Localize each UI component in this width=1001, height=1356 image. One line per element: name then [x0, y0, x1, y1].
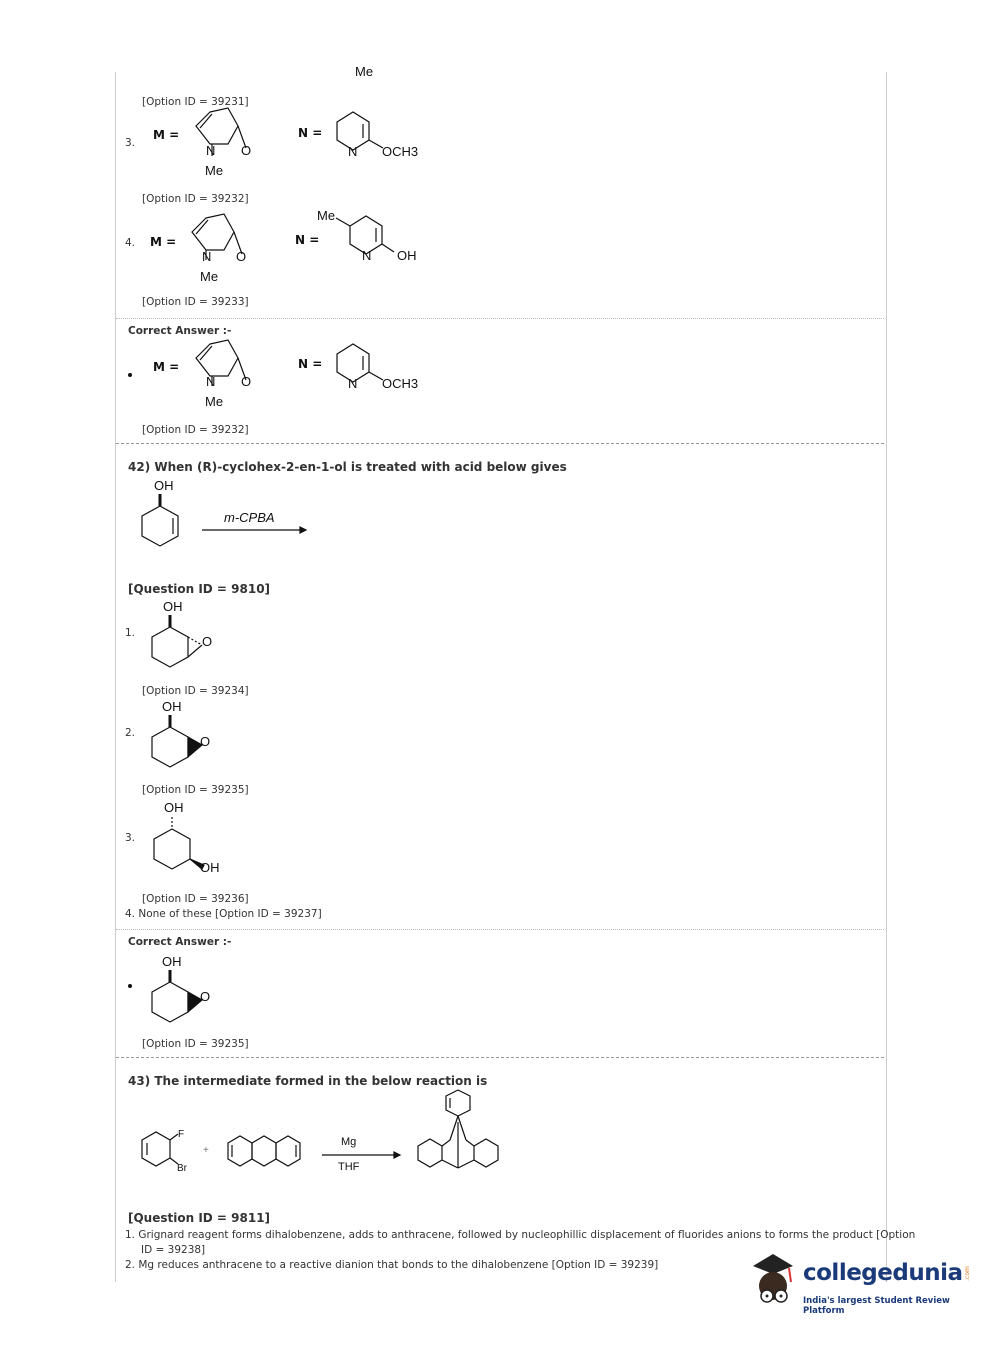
option-id: [Option ID = 39235]: [142, 1038, 249, 1050]
atom-o: O: [241, 374, 252, 389]
methoxypyridine-structure: [333, 340, 423, 400]
option-number: 2.: [125, 727, 136, 739]
option-id: [Option ID = 39236]: [142, 893, 249, 905]
option-text: 1. Grignard reagent forms dihalobenzene, adds to anthracene, followed by nucleophillic displacement of fluorides anions to forms the product [Option: [125, 1229, 916, 1241]
atom-oh: OH: [163, 599, 183, 614]
reagent-bottom: THF: [338, 1161, 360, 1173]
atom-och3: OCH3: [382, 376, 419, 391]
atom-o: O: [236, 249, 247, 264]
divider: [116, 318, 884, 319]
cyclohexenol-structure: [140, 492, 190, 552]
option-text: 4. None of these [Option ID = 39237]: [125, 908, 322, 920]
option-number: 4.: [125, 237, 136, 249]
logo-name: collegedunia: [803, 1260, 963, 1286]
atom-n: N: [206, 143, 216, 158]
anthracene-structure: [226, 1134, 316, 1170]
m-label: M =: [150, 235, 177, 249]
atom-oh: OH: [154, 478, 174, 493]
option-text: ID = 39238]: [141, 1244, 206, 1256]
correct-answer-label: Correct Answer :-: [128, 325, 232, 337]
m-label: M =: [153, 360, 180, 374]
plus-sign: +: [203, 1145, 209, 1156]
divider: [116, 1057, 884, 1058]
methoxypyridine-structure: [333, 108, 423, 168]
atom-oh: OH: [162, 954, 182, 969]
atom-me: Me: [205, 394, 224, 409]
atom-f: F: [178, 1129, 185, 1140]
top-fragment: Me: [355, 64, 374, 79]
bullet: [128, 984, 132, 988]
atom-oh: OH: [164, 800, 184, 815]
mascot-icon: [745, 1252, 801, 1312]
correct-answer-label: Correct Answer :-: [128, 936, 232, 948]
bullet: [128, 373, 132, 377]
question-id: [Question ID = 9810]: [128, 582, 271, 596]
reagent-label: m-CPBA: [224, 510, 275, 525]
atom-o: O: [202, 634, 213, 649]
atom-n: N: [362, 248, 372, 263]
atom-n: N: [348, 376, 358, 391]
option-id: [Option ID = 39235]: [142, 784, 249, 796]
hydroxypyridine-structure: [336, 212, 416, 272]
atom-me: Me: [200, 269, 219, 284]
atom-o: O: [241, 143, 252, 158]
atom-me: Me: [205, 163, 224, 178]
option-id: [Option ID = 39233]: [142, 296, 249, 308]
question-text: 43) The intermediate formed in the below reaction is: [128, 1074, 488, 1088]
logo-tagline: India's largest Student Review Platform: [803, 1296, 950, 1316]
option-id: [Option ID = 39231]: [142, 96, 249, 108]
atom-oh: OH: [200, 860, 220, 875]
triptycene-structure: [414, 1092, 506, 1174]
option-number: 3.: [125, 832, 136, 844]
option-id: [Option ID = 39234]: [142, 685, 249, 697]
n-label: N =: [298, 126, 323, 140]
reaction-arrow: [322, 1150, 412, 1162]
reagent-top: Mg: [341, 1136, 357, 1148]
atom-o: O: [200, 989, 211, 1004]
option-text: 2. Mg reduces anthracene to a reactive dianion that bonds to the dihalobenzene [Option ID = 39239]: [125, 1259, 659, 1271]
atom-n: N: [206, 374, 216, 389]
atom-oh: OH: [162, 699, 182, 714]
option-number: 3.: [125, 137, 136, 149]
reaction-arrow: [202, 525, 312, 537]
n-label: N =: [298, 357, 323, 371]
collegedunia-logo[interactable]: [745, 1252, 975, 1316]
n-label: N =: [295, 233, 320, 247]
divider: [116, 443, 884, 444]
atom-n: N: [202, 249, 212, 264]
atom-oh: OH: [397, 248, 417, 263]
m-label: M =: [153, 128, 180, 142]
question-text: 42) When (R)-cyclohex-2-en-1-ol is treated with acid below gives: [128, 460, 567, 474]
option-number: 1.: [125, 627, 136, 639]
atom-me: Me: [317, 208, 336, 223]
divider: [116, 929, 884, 930]
atom-o: O: [200, 734, 211, 749]
option-id: [Option ID = 39232]: [142, 424, 249, 436]
atom-och3: OCH3: [382, 144, 419, 159]
option-id: [Option ID = 39232]: [142, 193, 249, 205]
question-id: [Question ID = 9811]: [128, 1211, 271, 1225]
atom-n: N: [348, 144, 358, 159]
logo-suffix: .com: [963, 1266, 971, 1281]
atom-br: Br: [177, 1163, 187, 1174]
